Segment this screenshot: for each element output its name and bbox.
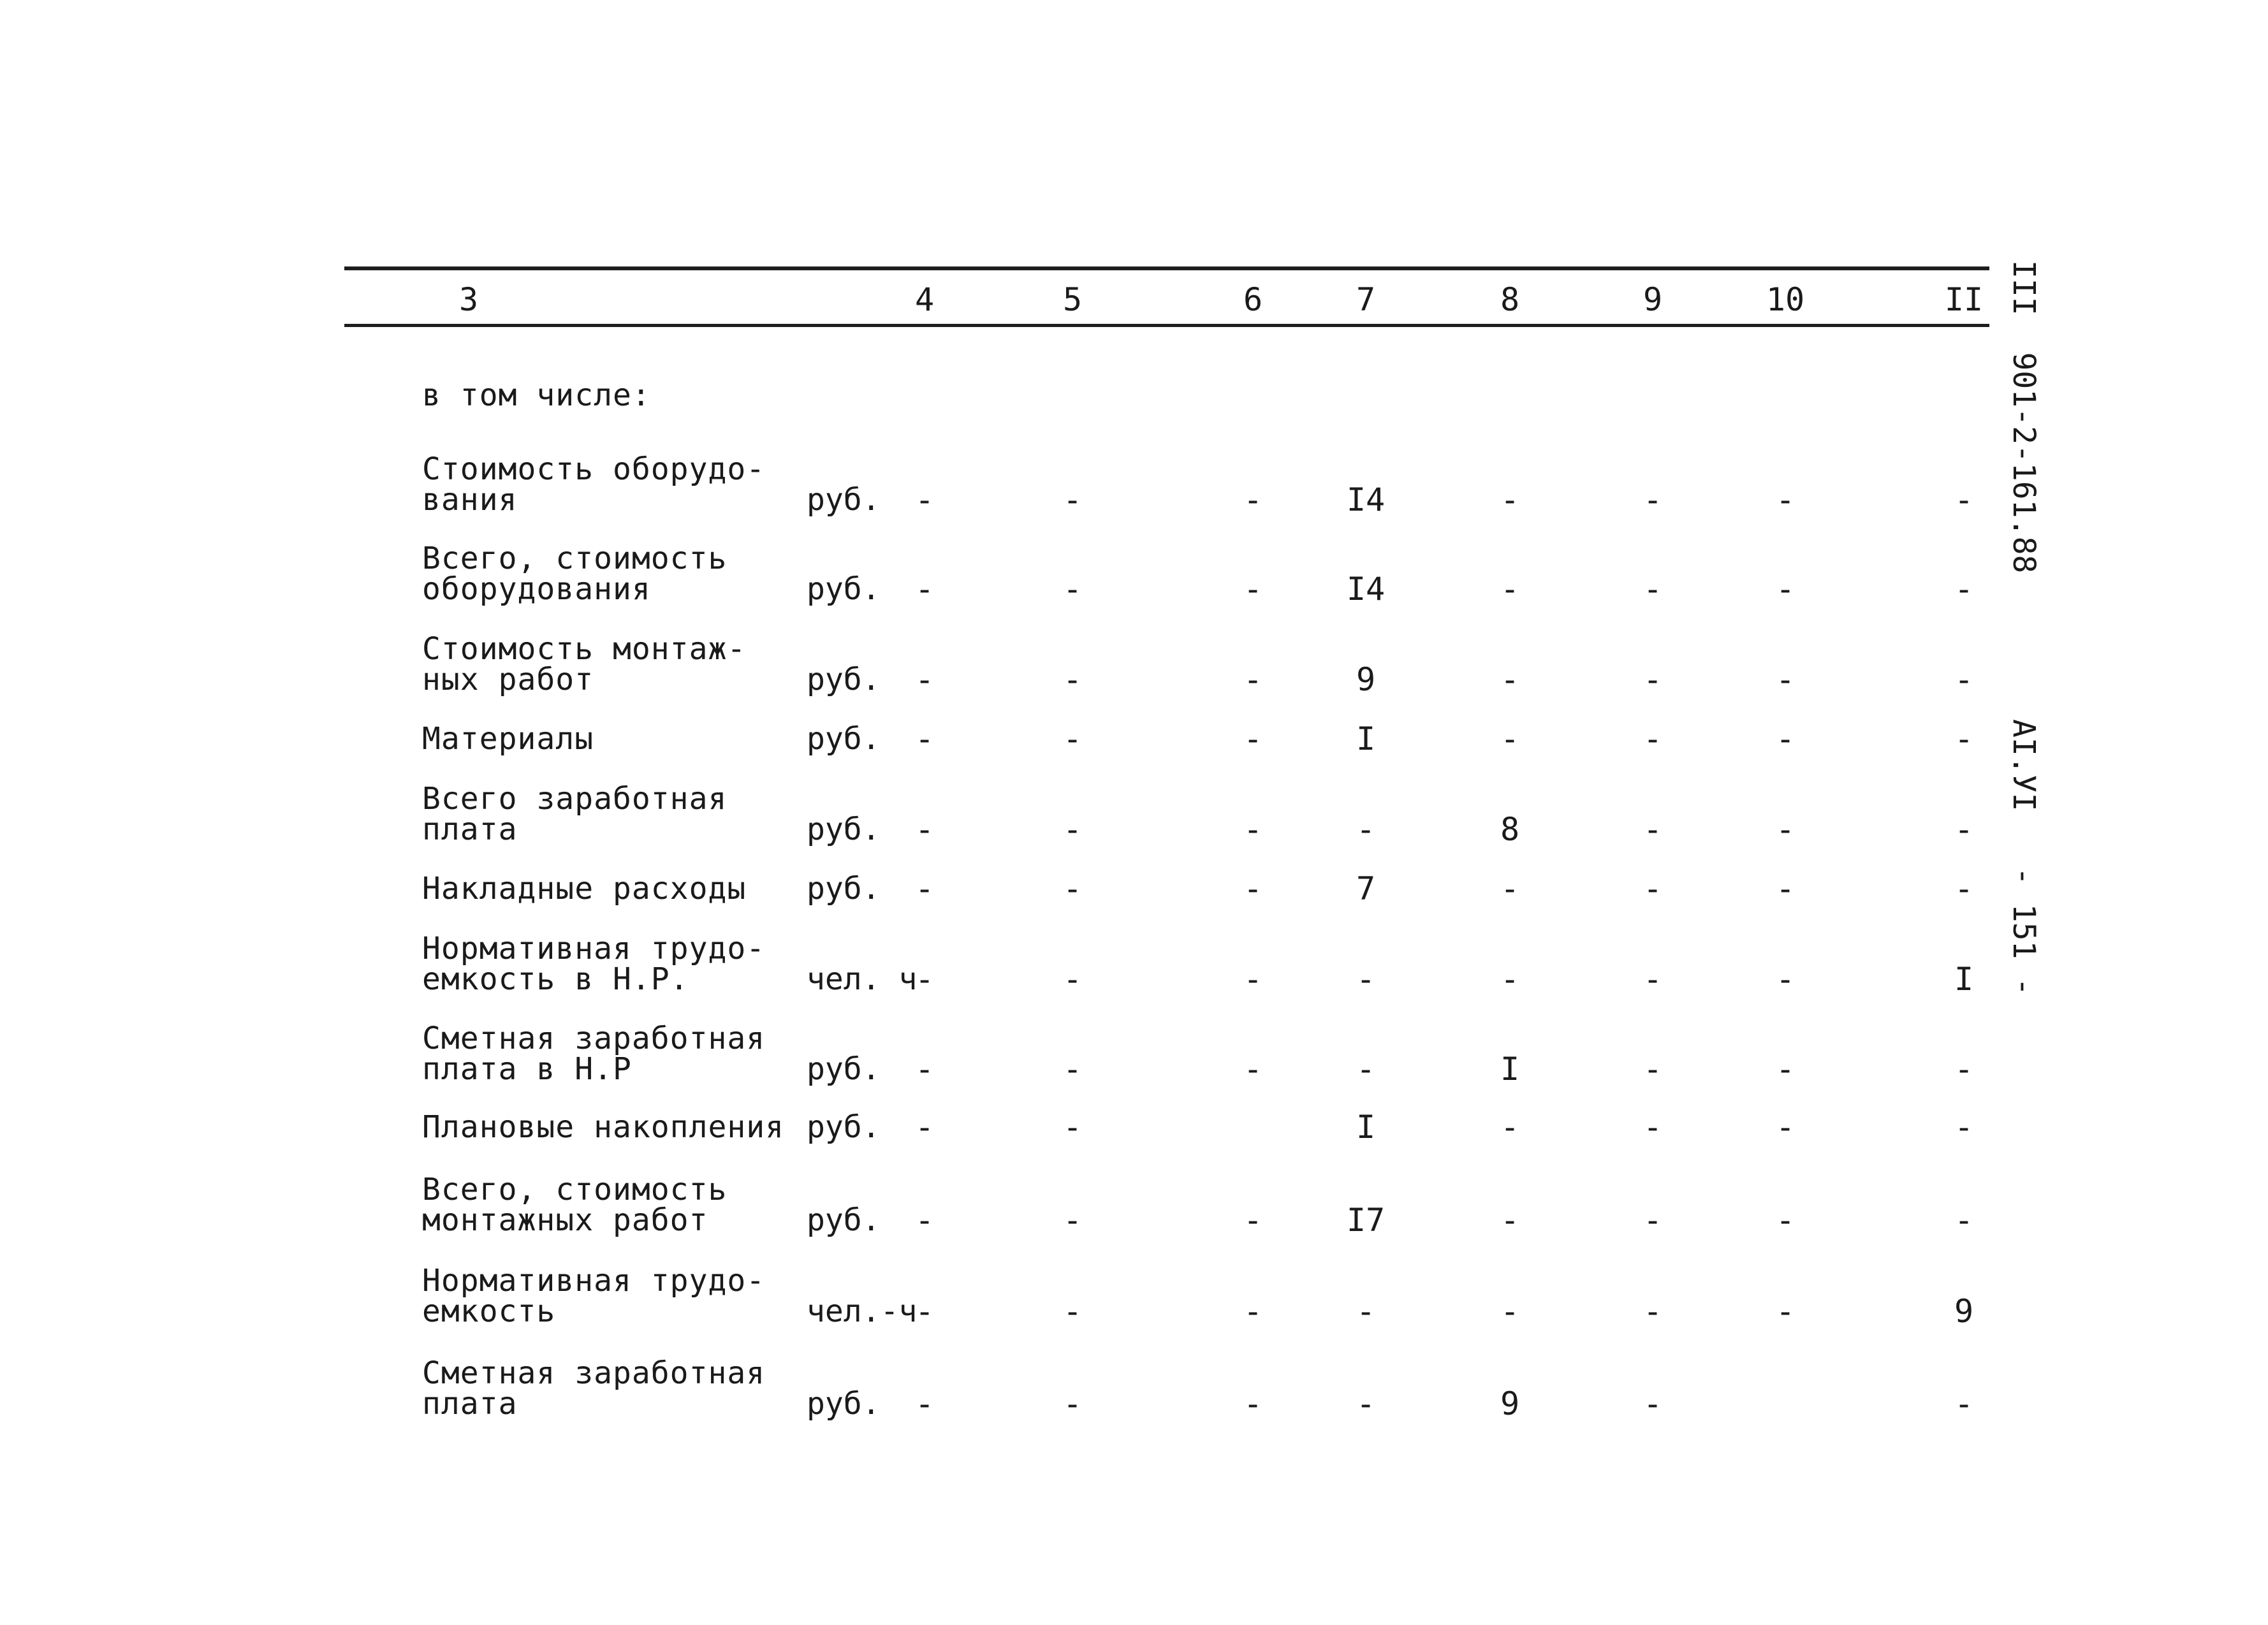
row-value: - [1642,1109,1663,1146]
row-unit: руб. [807,1051,881,1087]
row-value: 9 [1954,1293,1974,1330]
row-value: - [1775,870,1796,907]
row-value: - [1243,1051,1263,1088]
row-value: - [1356,1293,1376,1330]
row-value: - [1642,1051,1663,1088]
row-value: - [1642,1385,1663,1422]
table-top-rule [344,266,1989,270]
row-value: I [1356,1109,1376,1146]
row-unit: чел. ч [807,961,918,997]
row-unit: руб. [807,1109,881,1145]
row-value: - [1775,961,1796,998]
row-value: - [1243,1293,1263,1330]
column-header: 6 [1243,281,1263,318]
row-value: I7 [1346,1202,1386,1239]
column-header: II [1944,281,1984,318]
row-value: - [1243,1385,1263,1422]
row-value: - [1954,661,1974,698]
row-unit: руб. [807,812,881,847]
row-label-line-2: ных работ [422,662,594,697]
row-value: - [1062,870,1083,907]
row-value: I [1954,961,1974,998]
sheet-code: AI.УI [2006,719,2042,812]
row-value: I4 [1346,481,1386,518]
row-value: - [1775,1109,1796,1146]
row-value: - [1500,661,1520,698]
subtitle: в том числе: [422,377,651,413]
row-value: - [1642,961,1663,998]
row-value: - [1775,1202,1796,1239]
row-value: - [914,571,935,608]
row-label-line-2: Накладные расходы [422,871,747,907]
row-value: - [1062,571,1083,608]
row-value: - [1642,1202,1663,1239]
row-value: - [914,1293,935,1330]
row-value: I4 [1346,571,1386,608]
row-value: - [1954,870,1974,907]
row-value: 7 [1356,870,1376,907]
row-value: - [1500,870,1520,907]
row-value: - [914,661,935,698]
row-value: - [1775,481,1796,518]
row-value: - [1954,571,1974,608]
row-value: - [1500,571,1520,608]
row-label-line-1: Сметная заработная [422,1021,766,1056]
row-value: 9 [1500,1385,1520,1422]
row-label-line-1: Сметная заработная [422,1355,766,1391]
row-value: - [1062,661,1083,698]
column-header: 5 [1062,281,1083,318]
row-value: - [914,720,935,757]
row-value: - [1243,811,1263,848]
row-value: - [914,811,935,848]
row-value: - [1954,1385,1974,1422]
row-value: - [1062,1293,1083,1330]
row-label-line-2: оборудования [422,571,651,607]
row-label-line-1: Нормативная трудо- [422,1263,766,1299]
row-value: - [1775,1293,1796,1330]
row-value: - [914,1051,935,1088]
row-value: - [1954,811,1974,848]
row-value: - [1062,1051,1083,1088]
column-header: 3 [458,281,479,318]
row-label-line-1: Стоимость оборудо- [422,451,766,487]
row-value: - [1356,1051,1376,1088]
row-label-line-2: Материалы [422,721,594,757]
row-value: - [1954,1109,1974,1146]
row-value: - [1062,961,1083,998]
row-value: - [1500,1202,1520,1239]
column-header: 10 [1766,281,1805,318]
row-label-line-2: емкость в Н.Р. [422,961,689,997]
row-unit: руб. [807,482,881,518]
row-value: - [914,1109,935,1146]
row-value: - [1775,571,1796,608]
row-value: - [1775,720,1796,757]
row-value: - [1775,811,1796,848]
row-label-line-2: плата [422,812,518,847]
row-value: 9 [1356,661,1376,698]
row-label-line-2: Плановые накопления [422,1109,785,1145]
row-unit: руб. [807,571,881,607]
row-value: - [1642,1293,1663,1330]
row-value: - [1062,720,1083,757]
row-value: - [1243,661,1263,698]
row-unit: руб. [807,721,881,757]
row-value: - [1062,1109,1083,1146]
table-header-rule [344,324,1989,327]
document-code: III 901-2-161.88 [2006,260,2042,574]
row-value: - [914,870,935,907]
column-header: 8 [1500,281,1520,318]
row-unit: руб. [807,662,881,697]
row-value: I [1500,1051,1520,1088]
row-value: - [1642,571,1663,608]
page-number: - 151 - [2006,867,2042,996]
row-unit: руб. [807,1202,881,1238]
row-value: - [1243,571,1263,608]
row-value: 8 [1500,811,1520,848]
column-header: 9 [1642,281,1663,318]
row-value: - [1775,1051,1796,1088]
row-unit: руб. [807,871,881,907]
row-value: - [1243,1202,1263,1239]
row-value: - [1243,870,1263,907]
row-value: - [1062,1385,1083,1422]
row-label-line-2: плата [422,1386,518,1422]
row-value: - [1500,961,1520,998]
row-value: - [1954,481,1974,518]
row-value: - [1356,961,1376,998]
row-value: - [1775,661,1796,698]
row-value: - [1356,811,1376,848]
row-value: - [1062,481,1083,518]
row-label-line-1: Нормативная трудо- [422,931,766,966]
row-value: - [914,481,935,518]
row-value: - [1642,661,1663,698]
row-label-line-2: вания [422,482,518,518]
row-value: - [1642,720,1663,757]
row-value: - [1356,1385,1376,1422]
row-value: - [1243,481,1263,518]
row-unit: руб. [807,1386,881,1422]
row-value: - [1062,1202,1083,1239]
row-unit: чел.-ч [807,1293,918,1329]
row-value: - [1500,1293,1520,1330]
column-header: 4 [914,281,935,318]
row-value: - [914,1202,935,1239]
row-value: - [914,1385,935,1422]
row-label-line-2: емкость [422,1293,556,1329]
row-label-line-1: Всего, стоимость [422,541,728,576]
row-value: - [1500,1109,1520,1146]
row-value: - [1642,481,1663,518]
row-label-line-1: Стоимость монтаж- [422,631,747,667]
row-label-line-2: монтажных работ [422,1202,708,1238]
row-value: - [1243,961,1263,998]
row-value: - [1500,720,1520,757]
row-value: I [1356,720,1376,757]
row-value: - [1062,811,1083,848]
row-value: - [1954,720,1974,757]
row-value: - [1243,720,1263,757]
row-value: - [914,961,935,998]
row-label-line-2: плата в Н.Р [422,1051,632,1087]
row-value: - [1642,870,1663,907]
row-value: - [1954,1202,1974,1239]
column-header: 7 [1356,281,1376,318]
row-value: - [1642,811,1663,848]
row-label-line-1: Всего, стоимость [422,1172,728,1207]
row-label-line-1: Всего заработная [422,781,728,817]
row-value: - [1500,481,1520,518]
row-value: - [1954,1051,1974,1088]
